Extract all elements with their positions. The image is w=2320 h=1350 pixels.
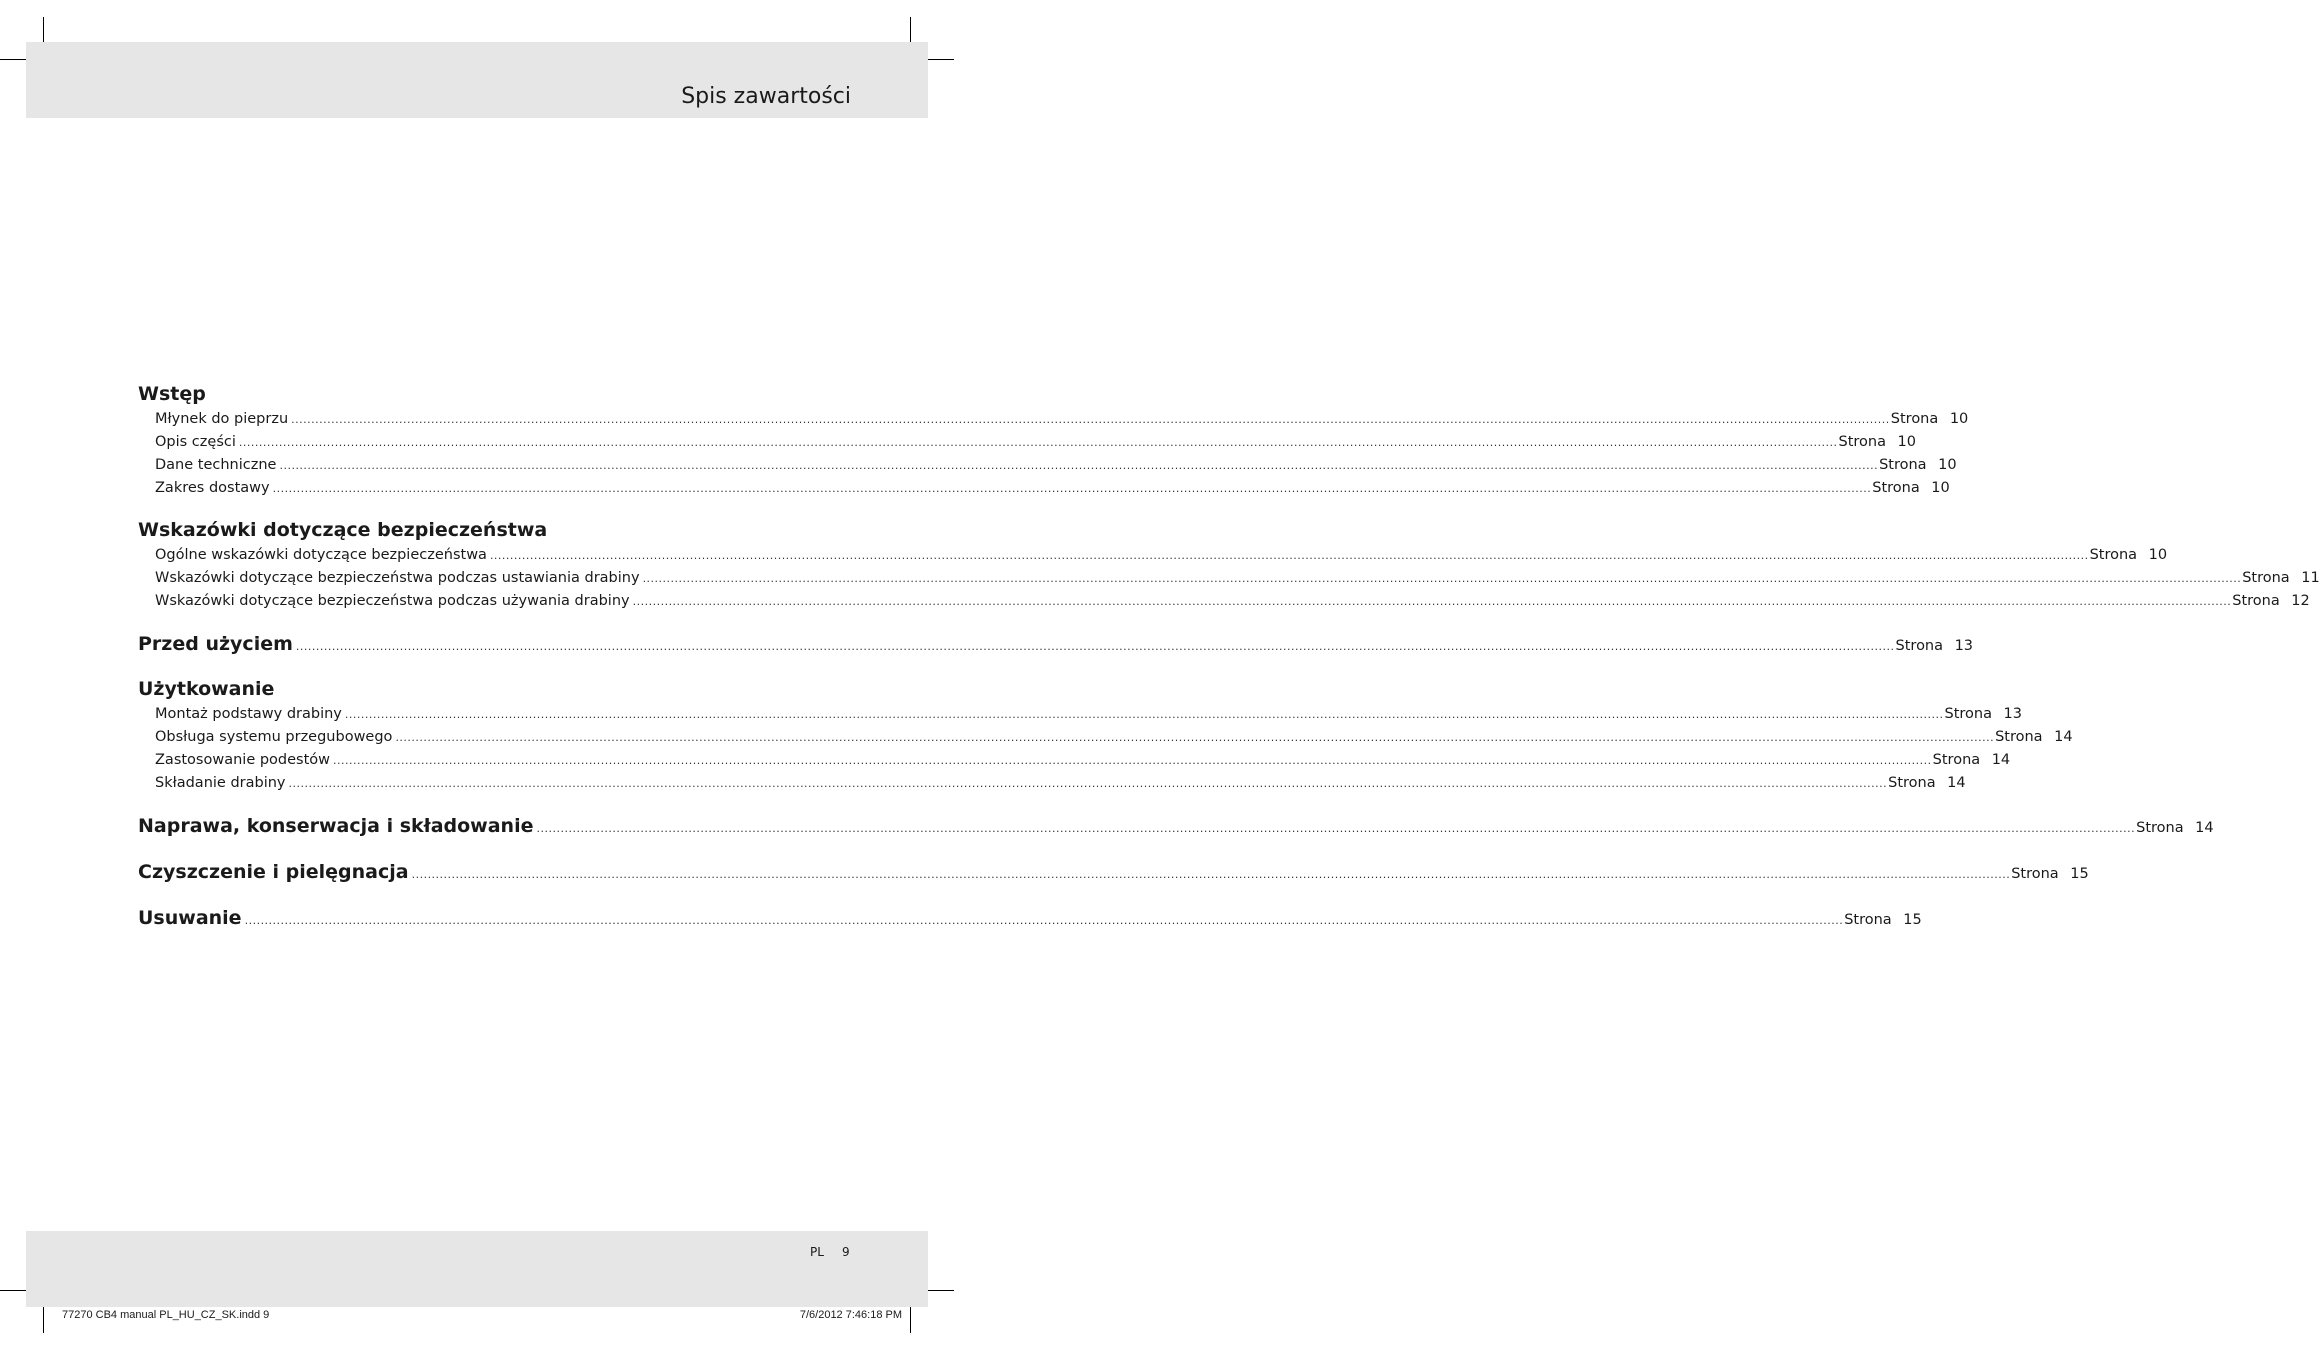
dot-leader: ................................................................................................................................................................................................................................................................................................................................................................................................................ [291,413,1890,426]
crop-mark [43,1303,44,1333]
toc-entry-label: Młynek do pieprzu [155,411,289,427]
toc-entry-label: Wskazówki dotyczące bezpieczeństwa podczas ustawiania drabiny [155,570,640,586]
dot-leader: ................................................................................................................................................................................................................................................................................................................................................................................................................ [642,572,2242,585]
page-number: 13 [1954,638,1974,654]
page-prefix: Strona [1895,638,1944,654]
toc-section [138,675,2073,795]
toc-section [138,516,2320,613]
toc-entry [138,703,2022,726]
toc-section-title: Wstęp [138,383,206,405]
toc-entry-label: Opis części [155,434,236,450]
toc-entry-label: Obsługa systemu przegubowego [155,729,393,745]
page-number: 15 [1903,912,1922,928]
page-prefix: Strona [1944,706,1992,722]
slug-timestamp: 7/6/2012 7:46:18 PM [799,1309,902,1321]
toc-section [138,903,1922,933]
dot-leader: ................................................................................................................................................................................................................................................................................................................................................................................................................ [411,868,2011,881]
dot-leader: ................................................................................................................................................................................................................................................................................................................................................................................................................ [333,754,1932,767]
toc-entry [138,544,2168,567]
page-prefix: Strona [1872,480,1920,496]
footer-language: PL [810,1245,824,1259]
page-number: 10 [1949,411,1969,427]
toc-entry [138,811,2214,841]
page-number: 11 [2301,570,2320,586]
footer-page-number: 9 [842,1245,850,1259]
dot-leader: ................................................................................................................................................................................................................................................................................................................................................................................................................ [288,777,1888,790]
dot-leader: ................................................................................................................................................................................................................................................................................................................................................................................................................ [489,549,2089,562]
toc-entry [138,772,1966,795]
dot-leader: ................................................................................................................................................................................................................................................................................................................................................................................................................ [295,640,1895,653]
crop-mark [910,1303,911,1333]
toc-section-title: Naprawa, konserwacja i składowanie [138,815,534,837]
page-prefix: Strona [1844,912,1892,928]
toc-entry-label: Wskazówki dotyczące bezpieczeństwa podczas używania drabiny [155,593,630,609]
page-number: 14 [1947,775,1966,791]
toc-section [138,380,1969,500]
dot-leader: ................................................................................................................................................................................................................................................................................................................................................................................................................ [272,482,1872,495]
page-prefix: Strona [2242,570,2290,586]
slug-filename: 77270 CB4 manual PL_HU_CZ_SK.indd 9 [62,1309,270,1321]
dot-leader: ................................................................................................................................................................................................................................................................................................................................................................................................................ [536,822,2136,835]
toc-entry [138,629,1974,659]
toc-section-title: Przed użyciem [138,633,293,655]
toc-entry [138,590,2310,613]
page-number: 10 [1931,480,1950,496]
dot-leader: ................................................................................................................................................................................................................................................................................................................................................................................................................ [395,731,1995,744]
page-prefix: Strona [2011,866,2059,882]
toc-entry [138,903,1922,933]
crop-mark [928,1290,954,1291]
page-prefix: Strona [1879,457,1927,473]
toc-entry [138,431,1916,454]
dot-leader: ................................................................................................................................................................................................................................................................................................................................................................................................................ [244,914,1844,927]
page-number: 14 [2195,820,2214,836]
toc-entry-label: Składanie drabiny [155,775,286,791]
page-number: 10 [1897,434,1916,450]
dot-leader: ................................................................................................................................................................................................................................................................................................................................................................................................................ [238,436,1838,449]
page-number: 14 [1991,752,2011,768]
toc-section [138,857,2089,887]
toc-entry [138,749,2011,772]
page-number: 13 [2003,706,2022,722]
dot-leader: ................................................................................................................................................................................................................................................................................................................................................................................................................ [344,708,1944,721]
page-title: Spis zawartości [681,84,851,109]
toc-entry-label: Montaż podstawy drabiny [155,706,342,722]
toc-section-title: Czyszczenie i pielęgnacja [138,861,409,883]
table-of-contents [138,380,2320,949]
toc-entry-label: Zakres dostawy [155,480,270,496]
page-prefix: Strona [2089,547,2138,563]
page-number: 10 [1938,457,1957,473]
toc-entry-label: Ogólne wskazówki dotyczące bezpieczeństwa [155,547,487,563]
toc-entry [138,454,1957,477]
page-prefix: Strona [1932,752,1981,768]
toc-section [138,629,1974,659]
toc-entry [138,408,1969,431]
toc-section-title: Usuwanie [138,907,242,929]
crop-mark [0,1290,26,1291]
page-number: 12 [2291,593,2310,609]
crop-mark [0,59,26,60]
dot-leader: ................................................................................................................................................................................................................................................................................................................................................................................................................ [632,595,2232,608]
footer-band [26,1231,928,1307]
page-number: 15 [2070,866,2089,882]
page-prefix: Strona [2232,593,2280,609]
page-prefix: Strona [2136,820,2184,836]
toc-entry-label: Zastosowanie podestów [155,752,331,768]
toc-entry [138,857,2089,887]
toc-entry [138,567,2320,590]
crop-mark [928,59,954,60]
toc-section-title: Użytkowanie [138,678,275,700]
page-prefix: Strona [1888,775,1936,791]
page-prefix: Strona [1838,434,1886,450]
dot-leader: ................................................................................................................................................................................................................................................................................................................................................................................................................ [279,459,1879,472]
page-number: 10 [2148,547,2168,563]
toc-entry [138,726,2073,749]
page-prefix: Strona [1995,729,2043,745]
toc-entry [138,477,1950,500]
page-prefix: Strona [1890,411,1939,427]
toc-section [138,811,2214,841]
toc-entry-label: Dane techniczne [155,457,277,473]
toc-section-title: Wskazówki dotyczące bezpieczeństwa [138,519,548,541]
page-number: 14 [2054,729,2073,745]
